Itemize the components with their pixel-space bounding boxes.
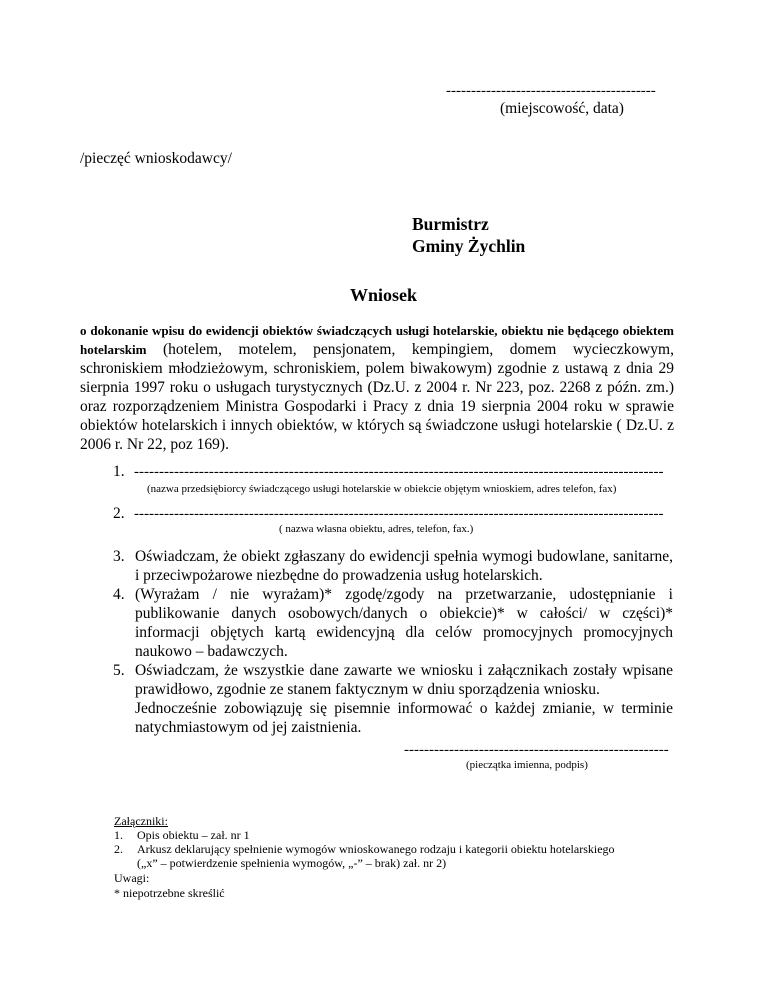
attachments-heading: Załączniki: <box>114 814 168 828</box>
field-1-caption: (nazwa przedsiębiorcy świadczącego usługi hotelarskie w obiekcie objętym wnioskiem, adres telefon, fax) <box>147 483 617 495</box>
statement-4 <box>113 585 673 661</box>
attachment-2-number: 2. <box>114 842 123 856</box>
notes-text: * niepotrzebne skreślić <box>114 886 225 900</box>
statement-5-text: Oświadczam, że wszystkie dane zawarte we wniosku i załącznikach zostały wpisane prawidłowo, zgodnie ze stanem faktycznym w dniu sporządzenia wniosku. <box>135 662 673 698</box>
statement-4-text: (Wyrażam / nie wyrażam)* zgodę/zgody na przetwarzanie, udostępnianie i publikowanie danych osobowych/danych o obiekcie)* w całości/ w części)* informacji objętych kartą ewidencyjną dla celów promocyjnych promocyjnych naukowo – badawczych. <box>135 586 673 660</box>
intro-paragraph <box>80 321 674 454</box>
attachment-1-number: 1. <box>114 828 123 842</box>
attachment-2-text: Arkusz deklarujący spełnienie wymogów wnioskowanego rodzaju i kategorii obiektu hotelarskiego <box>137 842 615 856</box>
statement-3-number: 3. <box>113 548 125 565</box>
attachment-1-text: Opis obiektu – zał. nr 1 <box>137 828 250 842</box>
signature-caption: (pieczątka imienna, podpis) <box>466 759 588 771</box>
field-2-line: ---------------------------------------------------------------------------------------------------------- <box>134 506 664 522</box>
statement-5-continuation: Jednocześnie zobowiązuję się pisemnie informować o każdej zmianie, w terminie natychmiastowym od jej zaistnienia. <box>135 700 673 736</box>
document-title: Wniosek <box>350 285 418 305</box>
statement-3-text: Oświadczam, że obiekt zgłaszany do ewidencji spełnia wymogi budowlane, sanitarne, i przeciwpożarowe niezbędne do prowadzenia usług hotelarskich. <box>135 548 673 584</box>
attachment-1 <box>114 828 250 842</box>
intro-rest: (hotelem, motelem, pensjonatem, kempingiem, domem wycieczkowym, schroniskiem młodzieżowym, schroniskiem, polem biwakowym) zgodnie z ustawą z dnia 29 sierpnia 1997 roku o usługach turystycznych (Dz.U. z 2004 r. Nr 223, poz. 2268 z późn. zm.) oraz rozporządzeniem Ministra Gospodarki i Pracy z dnia 19 sierpnia 2004 roku w sprawie obiektów hotelarskich i innych obiektów, w których są świadczone usługi hotelarskie ( Dz.U. z 2006 r. Nr 22, poz 169). <box>80 341 674 453</box>
applicant-stamp-label: /pieczęć wnioskodawcy/ <box>80 150 232 167</box>
place-date-line: ------------------------------------------ <box>446 83 656 99</box>
notes-heading: Uwagi: <box>114 871 150 885</box>
intro-bold: o dokonanie wpisu do ewidencji obiektów świadczących usługi hotelarskie, obiektu nie będącego obiektem hotelarskim <box>80 323 674 357</box>
signature-line: ----------------------------------------------------- <box>404 742 669 758</box>
addressee <box>412 213 525 257</box>
field-1-number: 1. <box>113 463 125 480</box>
field-2-number: 2. <box>113 505 125 522</box>
statement-5 <box>113 661 673 737</box>
statement-5-number: 5. <box>113 662 125 679</box>
field-1-line: ---------------------------------------------------------------------------------------------------------- <box>134 464 664 480</box>
place-date-caption: (miejscowość, data) <box>500 100 624 117</box>
statement-3 <box>113 547 673 585</box>
addressee-line2: Gminy Żychlin <box>412 236 526 256</box>
field-2-caption: ( nazwa własna obiektu, adres, telefon, fax.) <box>279 523 474 535</box>
attachment-2-line2: („x” – potwierdzenie spełnienia wymogów, „-” – brak) zał. nr 2) <box>137 856 447 870</box>
attachment-2 <box>114 842 615 856</box>
statement-4-number: 4. <box>113 586 125 603</box>
addressee-line1: Burmistrz <box>412 214 489 234</box>
